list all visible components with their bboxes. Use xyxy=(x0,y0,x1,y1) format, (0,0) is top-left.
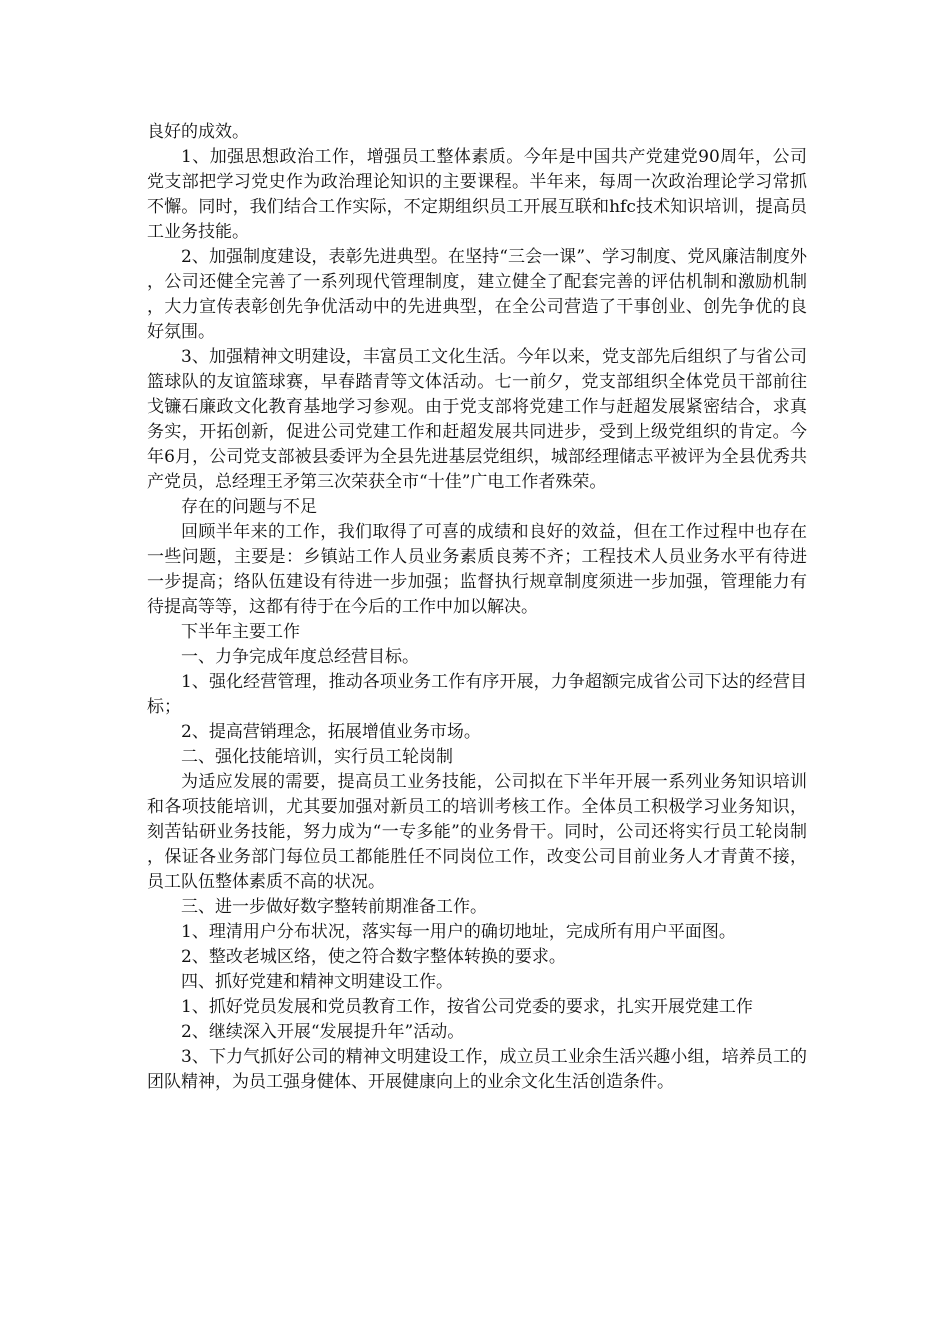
list-item-spiritual-civilization-work: 3、下力气抓好公司的精神文明建设工作，成立员工业余生活兴趣小组，培养员工的团队精神，为员工强身健体、开展健康向上的业余文化生活创造条件。 xyxy=(147,1047,807,1092)
list-item-user-distribution: 1、理清用户分布状况，落实每一用户的确切地址，完成所有用户平面图。 xyxy=(181,922,736,942)
list-item-marketing: 2、提高营销理念，拓展增值业务市场。 xyxy=(181,722,481,742)
paragraph-spiritual-civilization: 3、加强精神文明建设，丰富员工文化生活。今年以来，党支部先后组织了与省公司篮球队的友谊篮球赛，早春踏青等文体活动。七一前夕，党支部组织全体党员干部前往戈镰石廉政文化教育基地学习参观。由于党支部将党建工作与赶超发展紧密结合，求真务实，开拓创新，促进公司党建工作和赶超发展共同进步，受到上级党组织的肯定。今年6月，公司党支部被县委评为全县先进基层党组织，城部经理储志平被评为全县优秀共产党员，总经理王矛第三次荣获全市“十佳”广电工作者殊荣。 xyxy=(147,347,807,492)
item-heading-party-building: 四、抓好党建和精神文明建设工作。 xyxy=(181,972,453,992)
paragraph-training: 为适应发展的需要，提高员工业务技能，公司拟在下半年开展一系列业务知识培训和各项技能培训，尤其要加强对新员工的培训考核工作。全体员工积极学习业务知识，刻苦钻研业务技能，努力成为“一专多能”的业务骨干。同时，公司还将实行员工轮岗制，保证各业务部门每位员工都能胜任不同岗位工作，改变公司目前业务人才青黄不接，员工队伍整体素质不高的状况。 xyxy=(147,772,807,892)
list-item-management: 1、强化经营管理，推动各项业务工作有序开展，力争超额完成省公司下达的经营目标； xyxy=(147,672,807,717)
paragraph-system-building: 2、加强制度建设，表彰先进典型。在坚持“三会一课”、学习制度、党风廉洁制度外，公司还健全完善了一系列现代管理制度，建立健全了配套完善的评估机制和激励机制，大力宣传表彰创先争优活动中的先进典型，在全公司营造了干事创业、创先争优的良好氛围。 xyxy=(147,247,807,342)
item-heading-operating-target: 一、力争完成年度总经营目标。 xyxy=(181,647,419,667)
paragraph-continuation: 良好的成效。 xyxy=(147,122,249,142)
section-heading-problems: 存在的问题与不足 xyxy=(181,497,317,517)
paragraph-problems: 回顾半年来的工作，我们取得了可喜的成绩和良好的效益，但在工作过程中也存在一些问题，主要是：乡镇站工作人员业务素质良莠不齐；工程技术人员业务水平有待进一步提高；络队伍建设有待进一步加强；监督执行规章制度须进一步加强，管理能力有待提高等等，这都有待于在今后的工作中加以解决。 xyxy=(147,522,807,617)
paragraph-political-work: 1、加强思想政治工作，增强员工整体素质。今年是中国共产党建党90周年，公司党支部把学习党史作为政治理论知识的主要课程。半年来，每周一次政治理论学习常抓不懈。同时，我们结合工作实际，不定期组织员工开展互联和hfc技术知识培训，提高员工业务技能。 xyxy=(147,147,807,242)
item-heading-digital-prep: 三、进一步做好数字整转前期准备工作。 xyxy=(181,897,487,917)
list-item-party-member-education: 1、抓好党员发展和党员教育工作，按省公司党委的要求，扎实开展党建工作 xyxy=(181,997,753,1017)
list-item-development-year: 2、继续深入开展“发展提升年”活动。 xyxy=(181,1022,465,1042)
document-body xyxy=(147,120,807,1095)
item-heading-training: 二、强化技能培训，实行员工轮岗制 xyxy=(181,747,453,767)
section-heading-second-half: 下半年主要工作 xyxy=(181,622,300,642)
list-item-old-city-network: 2、整改老城区络，使之符合数字整体转换的要求。 xyxy=(181,947,566,967)
